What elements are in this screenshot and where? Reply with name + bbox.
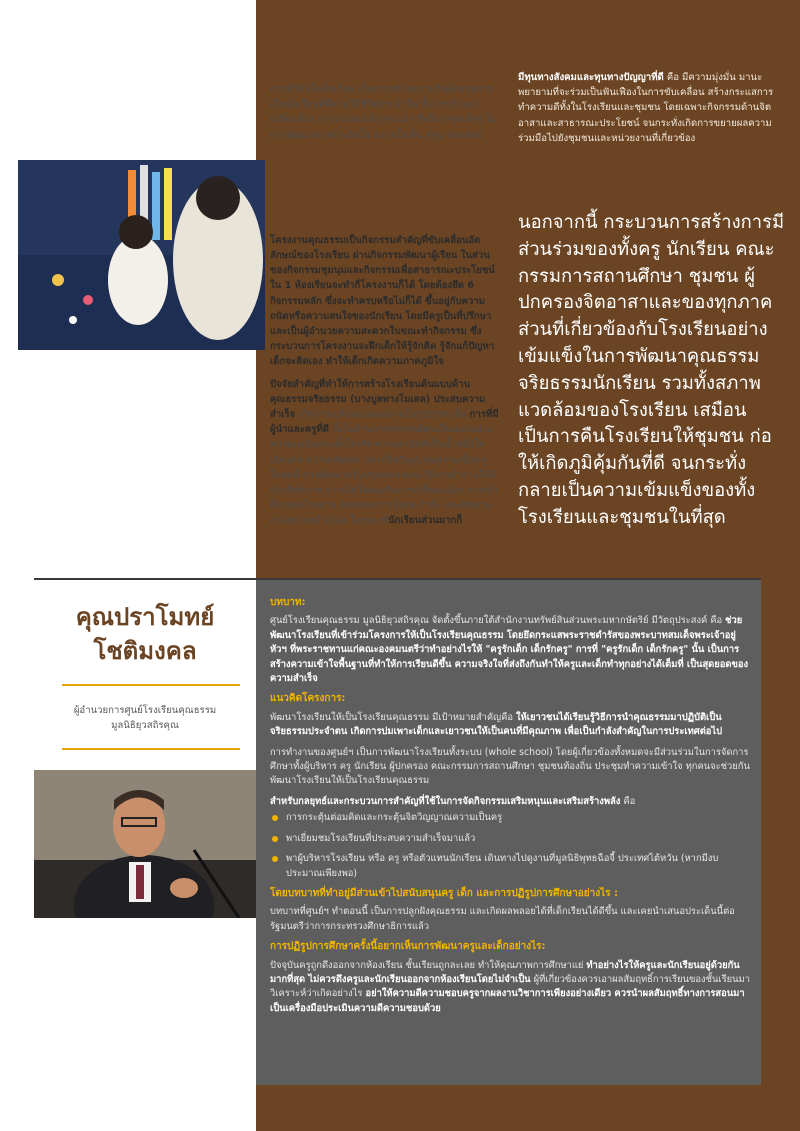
name-divider-top xyxy=(62,684,240,686)
list-item-text: พาเยี่ยมชมโรงเรียนที่ประสบความสำเร็จมาแล้ว xyxy=(286,832,476,844)
portrait-illustration xyxy=(34,770,256,918)
strategy-text: คือ xyxy=(620,795,636,807)
interview-text xyxy=(270,596,752,1022)
profile-name-line1: คุณปราโมทย์ xyxy=(75,603,215,631)
success-factors-bold-2: การที่มีผู้นำและครูที่ดี xyxy=(270,409,499,436)
paragraph-project xyxy=(270,233,502,370)
students-crafts-photo xyxy=(18,160,265,350)
strategy-list xyxy=(270,811,752,881)
reform-bold-2: อย่าให้ความดีความชอบครูจากผลงานวิชาการเพียงอย่างเดียว ควรนำผลสัมฤทธิ์ทางการสอนมาเป็นเครื่องมือประเมินความดีความชอบด้วย xyxy=(270,988,745,1014)
support-paragraph: บทบาทที่ศูนย์ฯ ทำตอนนี้ เป็นการปลูกฝังคุณธรรม และเกิดผลพลอยได้ที่เด็กเรียนได้ดีขึ้น และเคยนำเสนอประเด็นนี้ต่อรัฐมนตรีว่าการกระทรวงศึกษาธิการแล้ว xyxy=(270,906,735,932)
support-heading: โดยบทบาทที่ทำอยู่มีส่วนเข้าไปสนับสนุนครู เด็ก และการปฏิรูปการศึกษาอย่างไร : xyxy=(270,887,618,899)
concept-text: พัฒนาโรงเรียนให้เป็นโรงเรียนคุณธรรม มีเป้าหมายสำคัญคือ xyxy=(270,711,516,723)
reform-bold-1: ทำอย่างไรให้ครูและนักเรียนอยู่ด้วยกันมากที่สุด ไม่ควรดึงครูและนักเรียนออกจากห้องเรียนโดยไม่จำเป็น xyxy=(270,959,740,985)
paragraph-discipline: การมีวินัยในชั้นเรียน เป็นการสร้างความรับผิดชอบการเป็นนักเรียนที่ดีผ่านวิถีชีวิตประจำวัน ทั้งการเข้าแถวเปลี่ยนห้อง การวางรองเท้า/กระเป๋า ซึ่งถือว่าจุดเล็กๆ ในการพัฒนาทางด้านจิตใจ ความใจเย็น สุขุม รอบคอบ xyxy=(270,84,497,141)
reform-heading: การปฏิรูปการศึกษาครั้งนี้อยากเห็นการพัฒนาครูและเด็กอย่างไร: xyxy=(270,941,546,953)
pull-quote: นอกจากนี้ กระบวนการสร้างการมีส่วนร่วมของทั้งครู นักเรียน คณะกรรมการสถานศึกษา ชุมชน ผู้ปกครองจิตอาสาและของทุกภาคส่วนที่เกี่ยวข้องกับโรงเรียนอย่างเข้มแข็งในการพัฒนาคุณธรรมจริยธรรมนักเรียน รวมทั้งสภาพแวดล้อมของโรงเรียน เสมือนเป็นการคืนโรงเรียนให้ชุมชน ก่อให้เกิดภูมิคุ้มกันที่ดี จนกระทั่งกลายเป็นความเข้มแข็งของทั้งโรงเรียนและชุมชนในที่สุด xyxy=(518,212,785,528)
concept-bold-text: ให้เยาวชนได้เรียนรู้วิธีการนำคุณธรรมมาปฏิบัติเป็นจริยธรรมประจำตน เกิดการบ่มเพาะเด็กและเยาวชนให้เป็นคนที่มีคุณภาพ เพื่อเป็นกำลังสำคัญในการประเทศต่อไป xyxy=(270,711,723,738)
profile-name-line2: โชติมงคล xyxy=(93,637,197,665)
list-item xyxy=(270,832,752,846)
list-item xyxy=(270,852,752,881)
right-text-column xyxy=(518,70,782,146)
success-factors-text-2: ทั้งในด้านการประพฤติตนเป็นแบบอย่าง ความมุ่งมั่นและตั้งใจจริง ความสามัคคีเป็นน้ำหนึ่งใจเดียวกัน ความเสียสละ และมีจิตวิญญาณความเป็นครูโดยแท้ การพัฒนาปรับปรุงตนเองและวิธีการทำงานให้มีประสิทธิภาพ การเปิดใจยอมรับการเปลี่ยนแปลง การเข้าถึงกลุ่มเป้าหมาย ตลอดจนการนิเทศ กำกับ และติดตามงานอย่างสม่ำเสมอ ในขณะที่ xyxy=(270,424,498,527)
profile-role xyxy=(34,703,256,733)
concept-paragraph xyxy=(270,711,752,740)
bullet-icon xyxy=(272,836,278,842)
reform-text-1: ปัจจุบันครูถูกดึงออกจากห้องเรียน ชั้นเรียนถูกละเลย ทำให้คุณภาพการศึกษาแย่ xyxy=(270,959,587,971)
bullet-icon xyxy=(272,815,278,821)
capital-text: คือ มีความมุ่งมั่น มานะพยายามที่จะร่วมเป็นฟันเฟืองในการขับเคลื่อน สร้างกระแสการทำความดีทั้งในโรงเรียนและชุมชน โดยเฉพาะกิจกรรมด้านจิตอาสาและสาธารณะประโยชน์ จนกระทั่งเกิดการขยายผลความร่วมมือไปยังชุมชนและหน่วยงานที่เกี่ยวข้อง xyxy=(518,72,774,144)
reform-text-2: ผู้ที่เกี่ยวข้องควรเอาผลสัมฤทธิ์การเรียนของชั้นเรียนมาวิเคราะห์ว่าเกิดอย่างไร xyxy=(270,973,750,1000)
success-factors-heading: ปัจจัยสำคัญที่ทำให้การสร้างโรงเรียนต้นแบบด้านคุณธรรมจริยธรรม (บางบูลทางโมเดล) ประสบความสำเร็จ xyxy=(270,378,486,421)
director-portrait xyxy=(34,770,256,918)
success-factors-bold-3: นักเรียนส่วนมากก็ xyxy=(388,515,463,527)
role-bold-text: ช่วยพัฒนาโรงเรียนที่เข้าร่วมโครงการให้เป็นโรงเรียนคุณธรรม โดยยึดกระแสพระราชดำรัสของพระบาทสมเด็จพระเจ้าอยู่หัวฯ ที่พระราชทานแก่คณะองคมนตรีว่าทำอย่างไรให้ "ครูรักเด็ก เด็กรักครู" การที่ "ครูรักเด็ก เด็กรักครู" นั้น เป็นการสร้างความเข้าใจพื้นฐานที่ทำให้การเรียนดีขึ้น ความจริงใจที่ส่งถึงกันทำให้ครูและเด็กทำทุกอย่างได้เต็มที่ เป็นสุดยอดของความสำเร็จ xyxy=(270,615,749,685)
list-item-text: พาผู้บริหารโรงเรียน หรือ ครู หรือตัวแทนนักเรียน เดินทางไปดูงานที่มูลนิธิพุทธฉือจี้ ประเทศไต้หวัน (หากมีงบประมาณเพียงพอ) xyxy=(286,853,719,879)
concept-heading: แนวคิดโครงการ: xyxy=(270,693,346,705)
left-text-column xyxy=(270,82,502,536)
role-text: ศูนย์โรงเรียนคุณธรรม มูลนิธิยุวสถิรคุณ จัดตั้งขึ้นภายใต้สำนักงานทรัพย์สินส่วนพระมหากษัตริย์ มีวัตถุประสงค์ คือ xyxy=(270,615,726,627)
role-heading: บทบาท: xyxy=(270,597,306,608)
bullet-icon xyxy=(272,856,278,862)
paragraph-project-text: โครงงานคุณธรรมเป็นกิจกรรมสำคัญที่ขับเคลื่อนอัตลักษณ์ของโรงเรียน ผ่านกิจกรรมพัฒนาผู้เรียน ในส่วนของกิจกรรมชุมนุมและกิจกรรมเพื่อสาธารณะประโยชน์ ใน 1 ห้องเรียนจะทำกี่โครงงานก็ได้ โดยต้องยึด 6 กิจกรรมหลัก ซึ่งจะทำครบหรือไม่ก็ได้ ขึ้นอยู่กับความถนัดหรือความสนใจของนักเรียน โดยมีครูเป็นที่ปรึกษาและเป็นผู้อำนวยความสะดวกในขณะทำกิจกรรม ซึ่งกระบวนการโครงงานจะฝึกเด็กให้รู้จักคิด รู้จักแก้ปัญหา เด็กจะคิดเอง ทำให้เด็กเกิดความภาคภูมิใจ xyxy=(270,234,495,368)
whole-school-paragraph: การทำงานของศูนย์ฯ เป็นการพัฒนาโรงเรียนทั้งระบบ (whole school) โดยผู้เกี่ยวข้องทั้งหมดจะมีส่วนร่วมในการจัดการศึกษาทั้งผู้บริหาร ครู นักเรียน ผู้ปกครอง คณะกรรมการสถานศึกษา ชุมชนท้องถิ่น ประชุมทำความเข้าใจ ทุกคนจะช่วยกันพัฒนาโรงเรียนให้เป็นโรงเรียนคุณธรรม xyxy=(270,746,750,787)
role-paragraph xyxy=(270,614,752,686)
list-item-text: การกระตุ้นต่อมคิดและกระตุ้นจิตวิญญาณความเป็นครู xyxy=(286,812,503,824)
name-divider-bottom xyxy=(62,748,240,750)
success-factors-text-1: เกิดการเปลี่ยนแปลงอย่างเป็นรูปธรรม คือ xyxy=(295,409,470,421)
photo-illustration xyxy=(18,160,265,350)
profile-name xyxy=(34,600,256,668)
strategy-bold-text: สำหรับกลยุทธ์และกระบวนการสำคัญที่ใช้ในการจัดกิจกรรมเสริมหนุนและเสริมสร้างพลัง xyxy=(270,795,621,807)
profile-role-line2: มูลนิธิยุวสถิรคุณ xyxy=(111,720,179,731)
profile-role-line1: ผู้อำนวยการศูนย์โรงเรียนคุณธรรม xyxy=(73,705,217,716)
reform-paragraph xyxy=(270,959,752,1017)
paragraph-success-factors xyxy=(270,377,502,529)
capital-heading: มีทุนทางสังคมและทุนทางปัญญาที่ดี xyxy=(518,72,664,83)
list-item xyxy=(270,811,752,825)
strategy-paragraph xyxy=(270,795,752,809)
